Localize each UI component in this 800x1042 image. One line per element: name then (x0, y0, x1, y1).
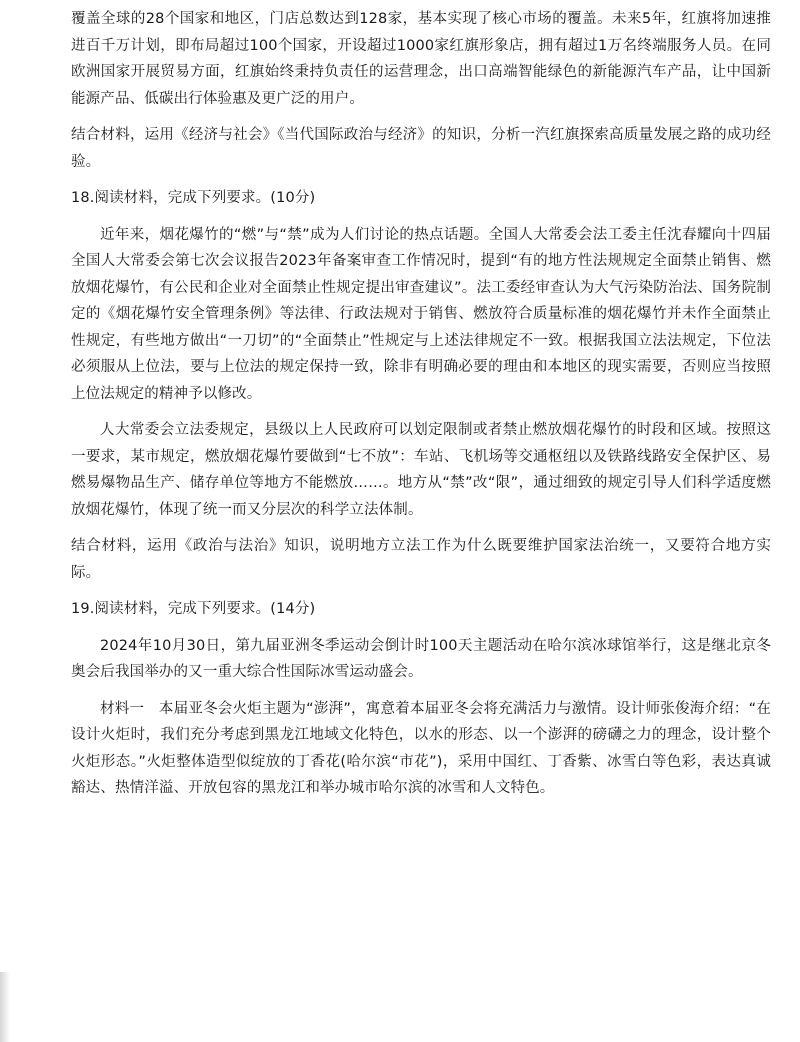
question-18-material-paragraph-1: 近年来，烟花爆竹的“燃”与“禁”成为人们讨论的热点话题。全国人大常委会法工委主任沈春耀向十四届全国人大常委会第七次会议报告2023年备案审查工作情况时，提到“有的地方性法规规定全面禁止销售、燃放烟花爆竹，有公民和企业对全面禁止性规定提出审查建议”。法工委经审查认为大气污染防治法、国务院制定的《烟花爆竹安全管理条例》等法律、行政法规对于销售、燃放符合质量标准的烟花爆竹并未作全面禁止性规定，有些地方做出“一刀切”的“全面禁止”性规定与上述法律规定不一致。根据我国立法法规定，下位法必须服从上位法，要与上位法的规定保持一致，除非有明确必要的理由和本地区的现实需要，否则应当按照上位法规定的精神予以修改。 (71, 226, 771, 402)
question-18-task: 结合材料，运用《政治与法治》知识，说明地方立法工作为什么既要维护国家法治统一，又要符合地方实际。 (71, 538, 771, 581)
document-content (71, 6, 771, 812)
material-continuation-paragraph: 覆盖全球的28个国家和地区，门店总数达到128家，基本实现了核心市场的覆盖。未来5年，红旗将加速推进百千万计划，即布局超过100个国家，开设超过1000家红旗形象店，拥有超过1万名终端服务人员。在同欧洲国家开展贸易方面，红旗始终秉持负责任的运营理念，出口高端智能绿色的新能源汽车产品，让中国新能源产品、低碳出行体验惠及更广泛的用户。 (71, 11, 771, 107)
question-17-task: 结合材料，运用《经济与社会》《当代国际政治与经济》的知识，分析一汽红旗探索高质量发展之路的成功经验。 (71, 127, 771, 170)
scan-edge-shadow (0, 972, 10, 1042)
question-18-material-paragraph-2: 人大常委会立法委规定，县级以上人民政府可以划定限制或者禁止燃放烟花爆竹的时段和区域。按照这一要求，某市规定，燃放烟花爆竹要做到“七不放”：车站、飞机场等交通枢纽以及铁路线路安全保护区、易燃易爆物品生产、储存单位等地方不能燃放……。地方从“禁”改“限”，通过细致的规定引导人们科学适度燃放烟花爆竹，体现了统一而又分层次的科学立法体制。 (71, 422, 771, 518)
question-19-heading: 19.阅读材料，完成下列要求。(14分) (71, 601, 316, 617)
question-18-heading: 18.阅读材料，完成下列要求。(10分) (71, 190, 316, 206)
question-19-material-intro: 2024年10月30日，第九届亚洲冬季运动会倒计时100天主题活动在哈尔滨冰球馆举行，这是继北京冬奥会后我国举办的又一重大综合性国际冰雪运动盛会。 (71, 637, 771, 680)
question-19-material-one: 材料一 本届亚冬会火炬主题为“澎湃”，寓意着本届亚冬会将充满活力与激情。设计师张俊海介绍：“在设计火炬时，我们充分考虑到黑龙江地域文化特色，以水的形态、以一个澎湃的磅礴之力的理念，设计整个火炬形态。”火炬整体造型似绽放的丁香花(哈尔滨“市花”)，采用中国红、丁香紫、冰雪白等色彩，表达真诚豁达、热情洋溢、开放包容的黑龙江和举办城市哈尔滨的冰雪和人文特色。 (71, 700, 771, 796)
